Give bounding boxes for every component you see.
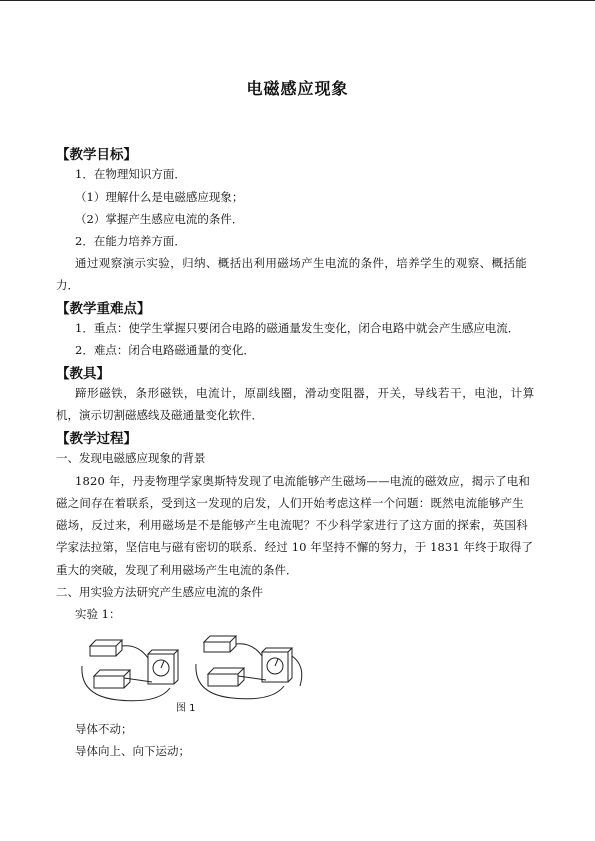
goals-line-5: 通过观察演示实验，归纳、概括出利用磁场产生电流的条件，培养学生的观察、概括能 [75, 256, 528, 270]
goals-line-3: （2）掌握产生感应电流的条件． [75, 212, 244, 226]
goals-line-4: 2．在能力培养方面． [75, 234, 186, 248]
goals-line-6: 力． [56, 278, 79, 292]
process-line-4: 磁场，反过来，利用磁场是不是能够产生电流呢？不少科学家进行了这方面的探索，英国科 [56, 518, 528, 532]
tools-line-1: 蹄形磁铁，条形磁铁，电流计，原副线圈，滑动变阻器，开关，导线若干，电池，计算 [75, 386, 535, 400]
section-heading-tools: 【教具】 [56, 366, 110, 382]
process-line-6: 重大的突破，发现了利用磁场产生电流的条件． [56, 563, 298, 577]
process-line-1: 一、发现电磁感应现象的背景 [56, 451, 206, 465]
key-points-line-2: 2．难点：闭合电路磁通量的变化． [75, 343, 255, 357]
process-line-8: 实验 1： [75, 607, 121, 621]
goals-line-1: 1．在物理知识方面． [75, 167, 186, 181]
goals-line-2: （1）理解什么是电磁感应现象； [75, 190, 244, 204]
section-heading-goals: 【教学目标】 [56, 147, 137, 163]
process-line-7: 二、用实验方法研究产生感应电流的条件 [56, 585, 263, 599]
figure-label: 图 1 [176, 703, 196, 714]
experiment-figure [78, 626, 310, 710]
page-title: 电磁感应现象 [246, 79, 349, 98]
process-line-3: 磁之间存在着联系，受到这一发现的启发，人们开始考虑这样一个问题：既然电流能够产生 [56, 496, 524, 510]
process-line-10: 导体向上、向下运动； [75, 744, 190, 758]
header-rule [0, 0, 595, 1]
section-heading-key-points: 【教学重难点】 [56, 301, 151, 317]
process-line-2: 1820 年，丹麦物理学家奥斯特发现了电流能够产生磁场——电流的磁效应，揭示了电和 [75, 474, 531, 488]
process-line-9: 导体不动； [75, 722, 133, 736]
process-line-5: 学家法拉第，坚信电与磁有密切的联系．经过 10 年坚持不懈的努力，于 1831 年终于取得了 [56, 540, 534, 554]
section-heading-process: 【教学过程】 [56, 431, 137, 447]
key-points-line-1: 1．重点：使学生掌握只要闭合电路的磁通量发生变化，闭合电路中就会产生感应电流． [75, 321, 520, 335]
tools-line-2: 机，演示切割磁感线及磁通量变化软件． [56, 408, 263, 422]
